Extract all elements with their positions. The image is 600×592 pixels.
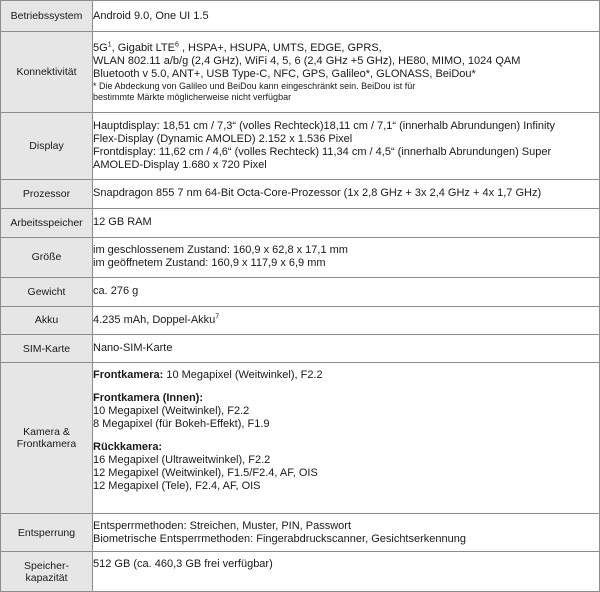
- label-display: Display: [1, 112, 93, 179]
- value-display: [93, 112, 600, 179]
- label-ram: Arbeitsspeicher: [1, 209, 93, 237]
- label-connectivity: Konnektivität: [1, 32, 93, 112]
- connectivity-footnote-1: * Die Abdeckung von Galileo und BeiDou kann eingeschränkt sein. BeiDou ist für: [93, 80, 416, 91]
- value-weight: ca. 276 g: [93, 278, 600, 306]
- inner-camera-title: Frontkamera (Innen):: [93, 392, 204, 405]
- row-processor: [1, 179, 600, 208]
- display-line-2: Flex-Display (Dynamic AMOLED) 2.152 x 1.536 Pixel: [93, 132, 353, 145]
- label-battery: Akku: [1, 306, 93, 334]
- unlock-biometric: Biometrische Entsperrmethoden: Fingerabdruckscanner, Gesichtserkennung: [93, 532, 466, 545]
- unlock-methods: Entsperrmethoden: Streichen, Muster, PIN, Passwort: [93, 519, 352, 532]
- row-unlock: [1, 513, 600, 552]
- size-closed: im geschlossenem Zustand: 160,9 x 62,8 x 17,1 mm: [93, 244, 348, 257]
- rear-camera-2: 12 Megapixel (Weitwinkel), F1.5/F2.4, AF, OIS: [93, 467, 318, 480]
- label-size: Größe: [1, 237, 93, 278]
- connectivity-line-1: $5G^1$, Gigabit LTE$^6$ , HSPA+, HSUPA, UMTS, EDGE, GPRS,: [93, 40, 382, 54]
- row-storage: [1, 552, 600, 592]
- label-storage-line-1: Speicher-: [24, 559, 69, 572]
- label-sim: SIM-Karte: [1, 335, 93, 363]
- row-connectivity: [1, 32, 600, 112]
- inner-camera-2: 8 Megapixel (für Bokeh-Effekt), F1.9: [93, 418, 270, 431]
- rear-camera-title: Rückkamera:: [93, 441, 163, 454]
- rear-camera-1: 16 Megapixel (Ultraweitwinkel), F2.2: [93, 454, 271, 467]
- row-battery: [1, 306, 600, 334]
- label-weight: Gewicht: [1, 278, 93, 306]
- row-sim: [1, 335, 600, 363]
- value-battery: 4.235 mAh, Doppel-Akku$^7$: [93, 306, 600, 334]
- rear-camera-3: 12 Megapixel (Tele), F2.4, AF, OIS: [93, 480, 261, 493]
- display-line-3: Frontdisplay: 11,62 cm / 4,6“ (volles Rechteck) 11,34 cm / 4,5“ (innerhalb Abrundungen) Super: [93, 145, 552, 158]
- row-camera: [1, 363, 600, 513]
- value-os: Android 9.0, One UI 1.5: [93, 1, 600, 32]
- label-camera-line-1: Kamera &: [23, 426, 70, 439]
- value-size: [93, 237, 600, 278]
- connectivity-line-3: Bluetooth v 5.0, ANT+, USB Type-C, NFC, GPS, Galileo*, GLONASS, BeiDou*: [93, 67, 476, 80]
- row-display: [1, 112, 600, 179]
- inner-camera-1: 10 Megapixel (Weitwinkel), F2.2: [93, 405, 250, 418]
- label-camera-line-2: Frontkamera: [16, 438, 77, 451]
- display-line-4: AMOLED-Display 1.680 x 720 Pixel: [93, 158, 267, 171]
- value-sim: Nano-SIM-Karte: [93, 335, 600, 363]
- value-storage: 512 GB (ca. 460,3 GB frei verfügbar): [93, 552, 600, 592]
- front-camera-title: Frontkamera:: [93, 369, 164, 382]
- value-connectivity: [93, 32, 600, 112]
- row-size: [1, 237, 600, 278]
- row-os: [1, 1, 600, 32]
- value-unlock: [93, 513, 600, 552]
- label-storage-line-2: kapazität: [25, 571, 68, 584]
- front-camera-line: Frontkamera: 10 Megapixel (Weitwinkel), F2.2: [93, 369, 323, 382]
- connectivity-line-2: WLAN 802.11 a/b/g (2,4 GHz), WiFi 4, 5, 6 (2,4 GHz +5 GHz), HE80, MIMO, 1024 QAM: [93, 54, 521, 67]
- size-open: im geöffnetem Zustand: 160,9 x 117,9 x 6,9 mm: [93, 257, 326, 270]
- label-camera: [1, 363, 93, 513]
- value-processor: Snapdragon 855 7 nm 64-Bit Octa-Core-Prozessor (1x 2,8 GHz + 3x 2,4 GHz + 4x 1,7 GHz): [93, 179, 600, 208]
- row-ram: [1, 209, 600, 237]
- display-line-1: Hauptdisplay: 18,51 cm / 7,3“ (volles Rechteck)18,11 cm / 7,1“ (innerhalb Abrundungen) Infinity: [93, 119, 556, 132]
- row-weight: [1, 278, 600, 306]
- label-processor: Prozessor: [1, 179, 93, 208]
- label-os: Betriebssystem: [1, 1, 93, 32]
- label-storage: [1, 552, 93, 592]
- connectivity-footnote-2: bestimmte Märkte möglicherweise nicht verfügbar: [93, 91, 292, 102]
- label-unlock: Entsperrung: [1, 513, 93, 552]
- value-camera: [93, 363, 600, 513]
- value-ram: 12 GB RAM: [93, 209, 600, 237]
